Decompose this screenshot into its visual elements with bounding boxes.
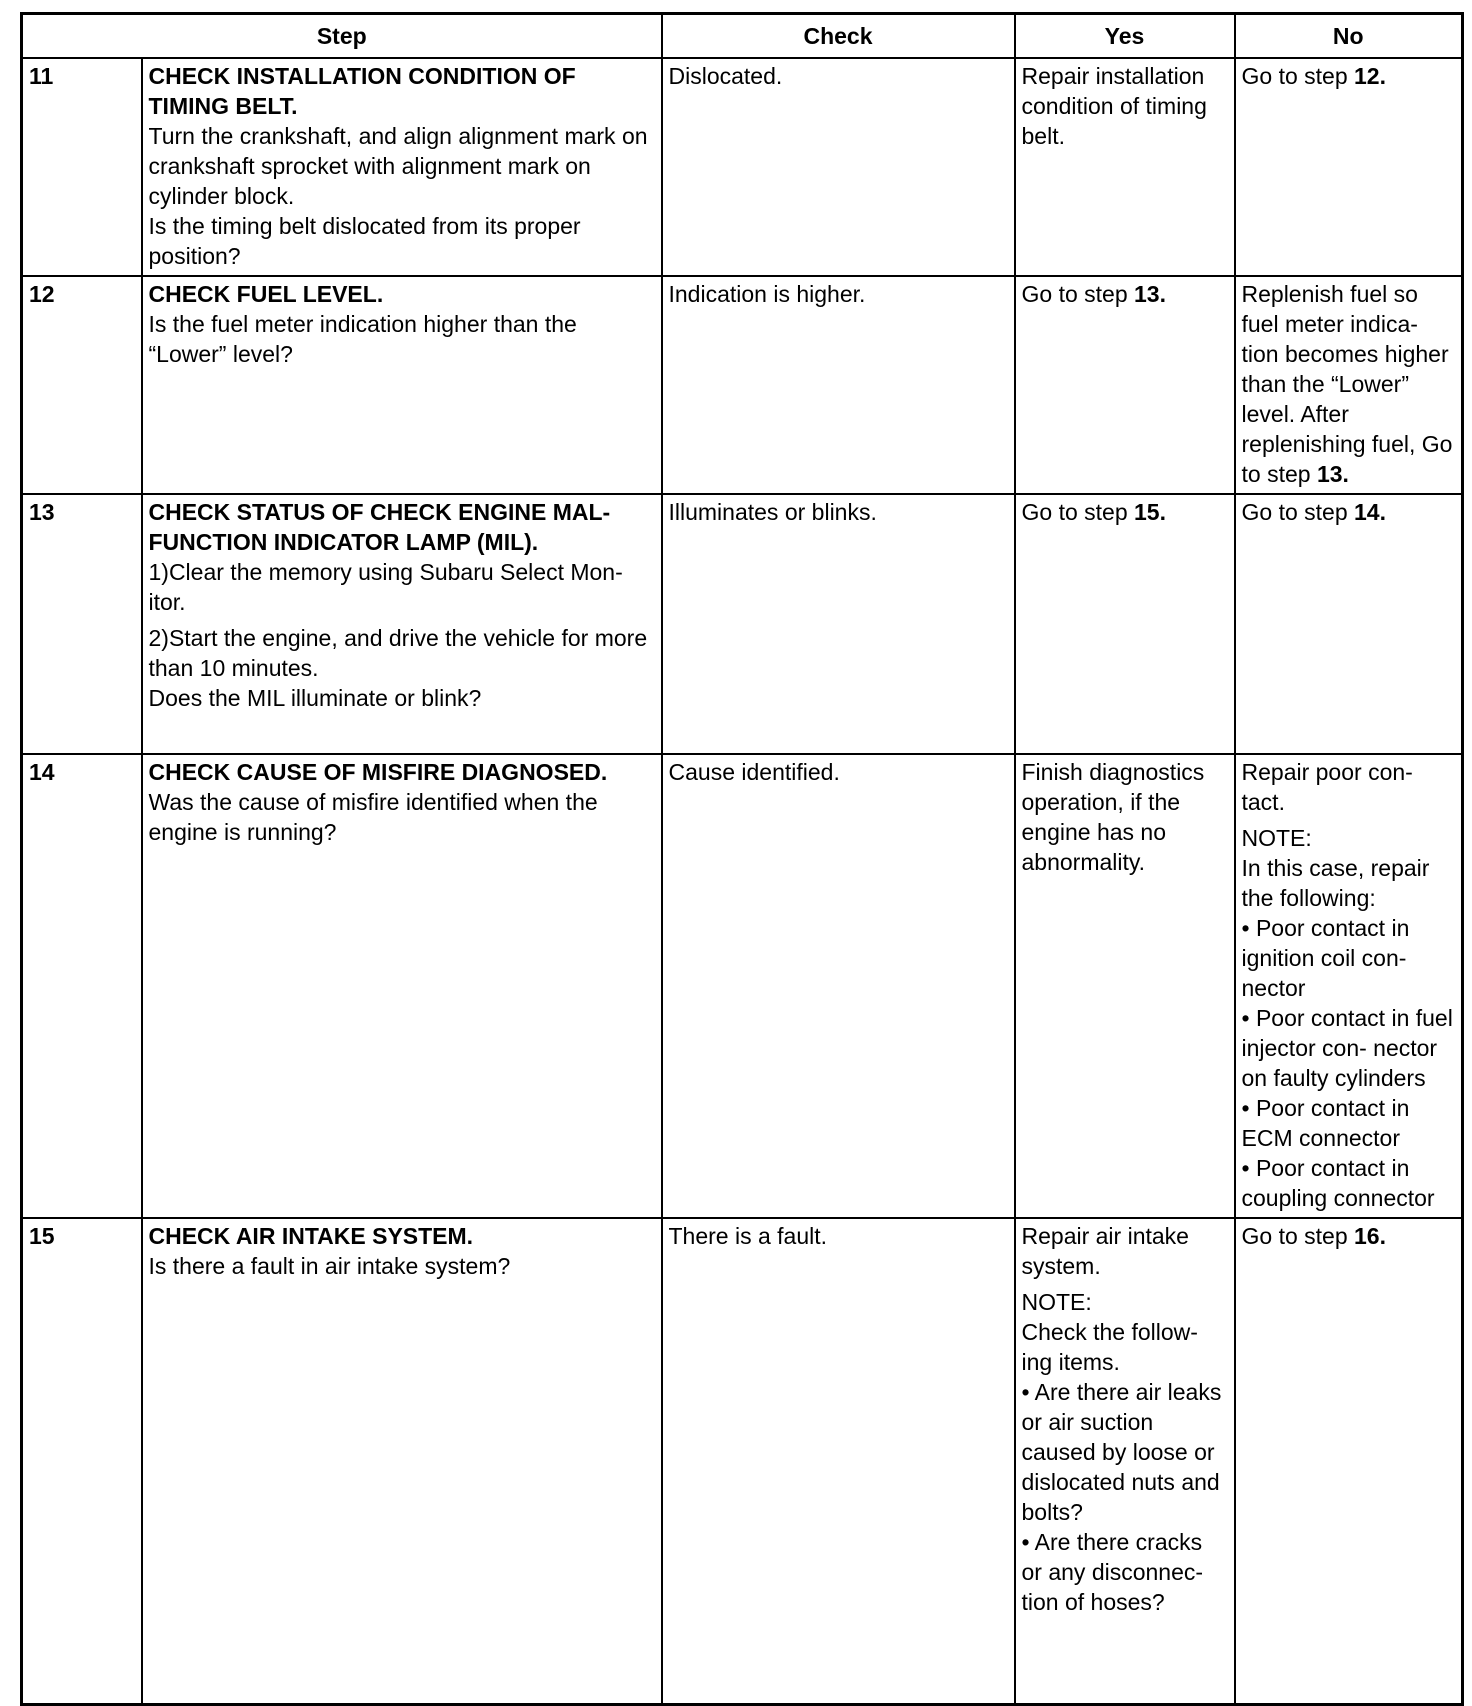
- yes-cell: Repair installation condition of timing belt.: [1015, 58, 1235, 276]
- note-label: NOTE:: [1241, 825, 1312, 851]
- header-check: Check: [662, 14, 1015, 59]
- check-cell: There is a fault.: [662, 1218, 1015, 1704]
- header-row: [22, 14, 1463, 59]
- step-title: CHECK FUEL LEVEL.: [148, 281, 384, 307]
- check-cell: Cause identified.: [662, 754, 1015, 1218]
- note-item: • Poor contact in ignition coil con- nector: [1241, 915, 1410, 1001]
- no-step-link: 14.: [1354, 499, 1386, 525]
- no-cell: [1235, 58, 1463, 276]
- note-label: NOTE:: [1021, 1289, 1092, 1315]
- step-question: Is the fuel meter indication higher than the “Lower” level?: [148, 311, 577, 367]
- step-substep-1: 1)Clear the memory using Subaru Select Mon- itor.: [148, 559, 623, 615]
- page: [20, 12, 1464, 1706]
- check-cell: Indication is higher.: [662, 276, 1015, 494]
- check-cell: Dislocated.: [662, 58, 1015, 276]
- step-number: 14: [22, 754, 142, 1218]
- step-cell: [142, 754, 662, 1218]
- step-title: CHECK CAUSE OF MISFIRE DIAGNOSED.: [148, 759, 608, 785]
- no-step-link: 16.: [1354, 1223, 1386, 1249]
- table-row: [22, 58, 1463, 276]
- note-item: • Poor contact in ECM connector: [1241, 1095, 1410, 1151]
- step-number: 15: [22, 1218, 142, 1704]
- yes-step-link: 13.: [1134, 281, 1166, 307]
- table-row: [22, 276, 1463, 494]
- step-question: Is there a fault in air intake system?: [148, 1253, 511, 1279]
- no-cell: [1235, 754, 1463, 1218]
- header-no: No: [1235, 14, 1463, 59]
- check-cell: Illuminates or blinks.: [662, 494, 1015, 754]
- header-step: Step: [22, 14, 662, 59]
- diagnostic-table: [20, 12, 1464, 1706]
- no-cell: [1235, 494, 1463, 754]
- no-cell: [1235, 276, 1463, 494]
- step-number: 13: [22, 494, 142, 754]
- no-prefix: Go to step: [1241, 499, 1355, 525]
- step-question: Was the cause of misfire identified when the engine is running?: [148, 789, 598, 845]
- note-item: • Are there cracks or any disconnec- tion of hoses?: [1021, 1529, 1204, 1615]
- step-number: 12: [22, 276, 142, 494]
- yes-cell: [1015, 276, 1235, 494]
- step-substep-2: 2)Start the engine, and drive the vehicle for more than 10 minutes.: [148, 625, 648, 681]
- step-number: 11: [22, 58, 142, 276]
- yes-cell: [1015, 1218, 1235, 1704]
- yes-cell: Finish diagnostics operation, if the engine has no abnormality.: [1015, 754, 1235, 1218]
- no-step-link: 12.: [1354, 63, 1386, 89]
- no-prefix: Go to step: [1241, 1223, 1355, 1249]
- step-cell: [142, 276, 662, 494]
- table-row: [22, 494, 1463, 754]
- no-step-link: 13.: [1316, 461, 1349, 487]
- step-title: CHECK STATUS OF CHECK ENGINE MAL- FUNCTION INDICATOR LAMP (MIL).: [148, 499, 611, 555]
- yes-text: Repair air intake system.: [1021, 1223, 1189, 1279]
- yes-prefix: Go to step: [1021, 281, 1135, 307]
- table-row: [22, 754, 1463, 1218]
- note-item: • Are there air leaks or air suction caused by loose or dislocated nuts and bolts?: [1021, 1379, 1222, 1525]
- no-cell: [1235, 1218, 1463, 1704]
- no-text: Repair poor con- tact.: [1241, 759, 1413, 815]
- step-title: CHECK INSTALLATION CONDITION OF TIMING BELT.: [148, 63, 576, 119]
- yes-step-link: 15.: [1134, 499, 1166, 525]
- note-text: In this case, repair the following:: [1241, 855, 1430, 911]
- step-title: CHECK AIR INTAKE SYSTEM.: [148, 1223, 474, 1249]
- yes-cell: [1015, 494, 1235, 754]
- step-cell: [142, 58, 662, 276]
- yes-prefix: Go to step: [1021, 499, 1135, 525]
- header-yes: Yes: [1015, 14, 1235, 59]
- no-text: Replenish fuel so fuel meter indica- tion becomes higher than the “Lower” level. After replenishing fuel, Go to step: [1241, 281, 1453, 487]
- table-row: [22, 1218, 1463, 1704]
- step-question: Does the MIL illuminate or blink?: [148, 685, 482, 711]
- note-item: • Poor contact in fuel injector con- nector on faulty cylinders: [1241, 1005, 1453, 1091]
- step-cell: [142, 1218, 662, 1704]
- step-cell: [142, 494, 662, 754]
- step-question: Is the timing belt dislocated from its proper position?: [148, 213, 581, 269]
- note-text: Check the follow- ing items.: [1021, 1319, 1198, 1375]
- note-item: • Poor contact in coupling connector: [1241, 1155, 1435, 1211]
- no-prefix: Go to step: [1241, 63, 1355, 89]
- step-text: Turn the crankshaft, and align alignment mark on crankshaft sprocket with alignment mark on cylinder block.: [148, 123, 648, 209]
